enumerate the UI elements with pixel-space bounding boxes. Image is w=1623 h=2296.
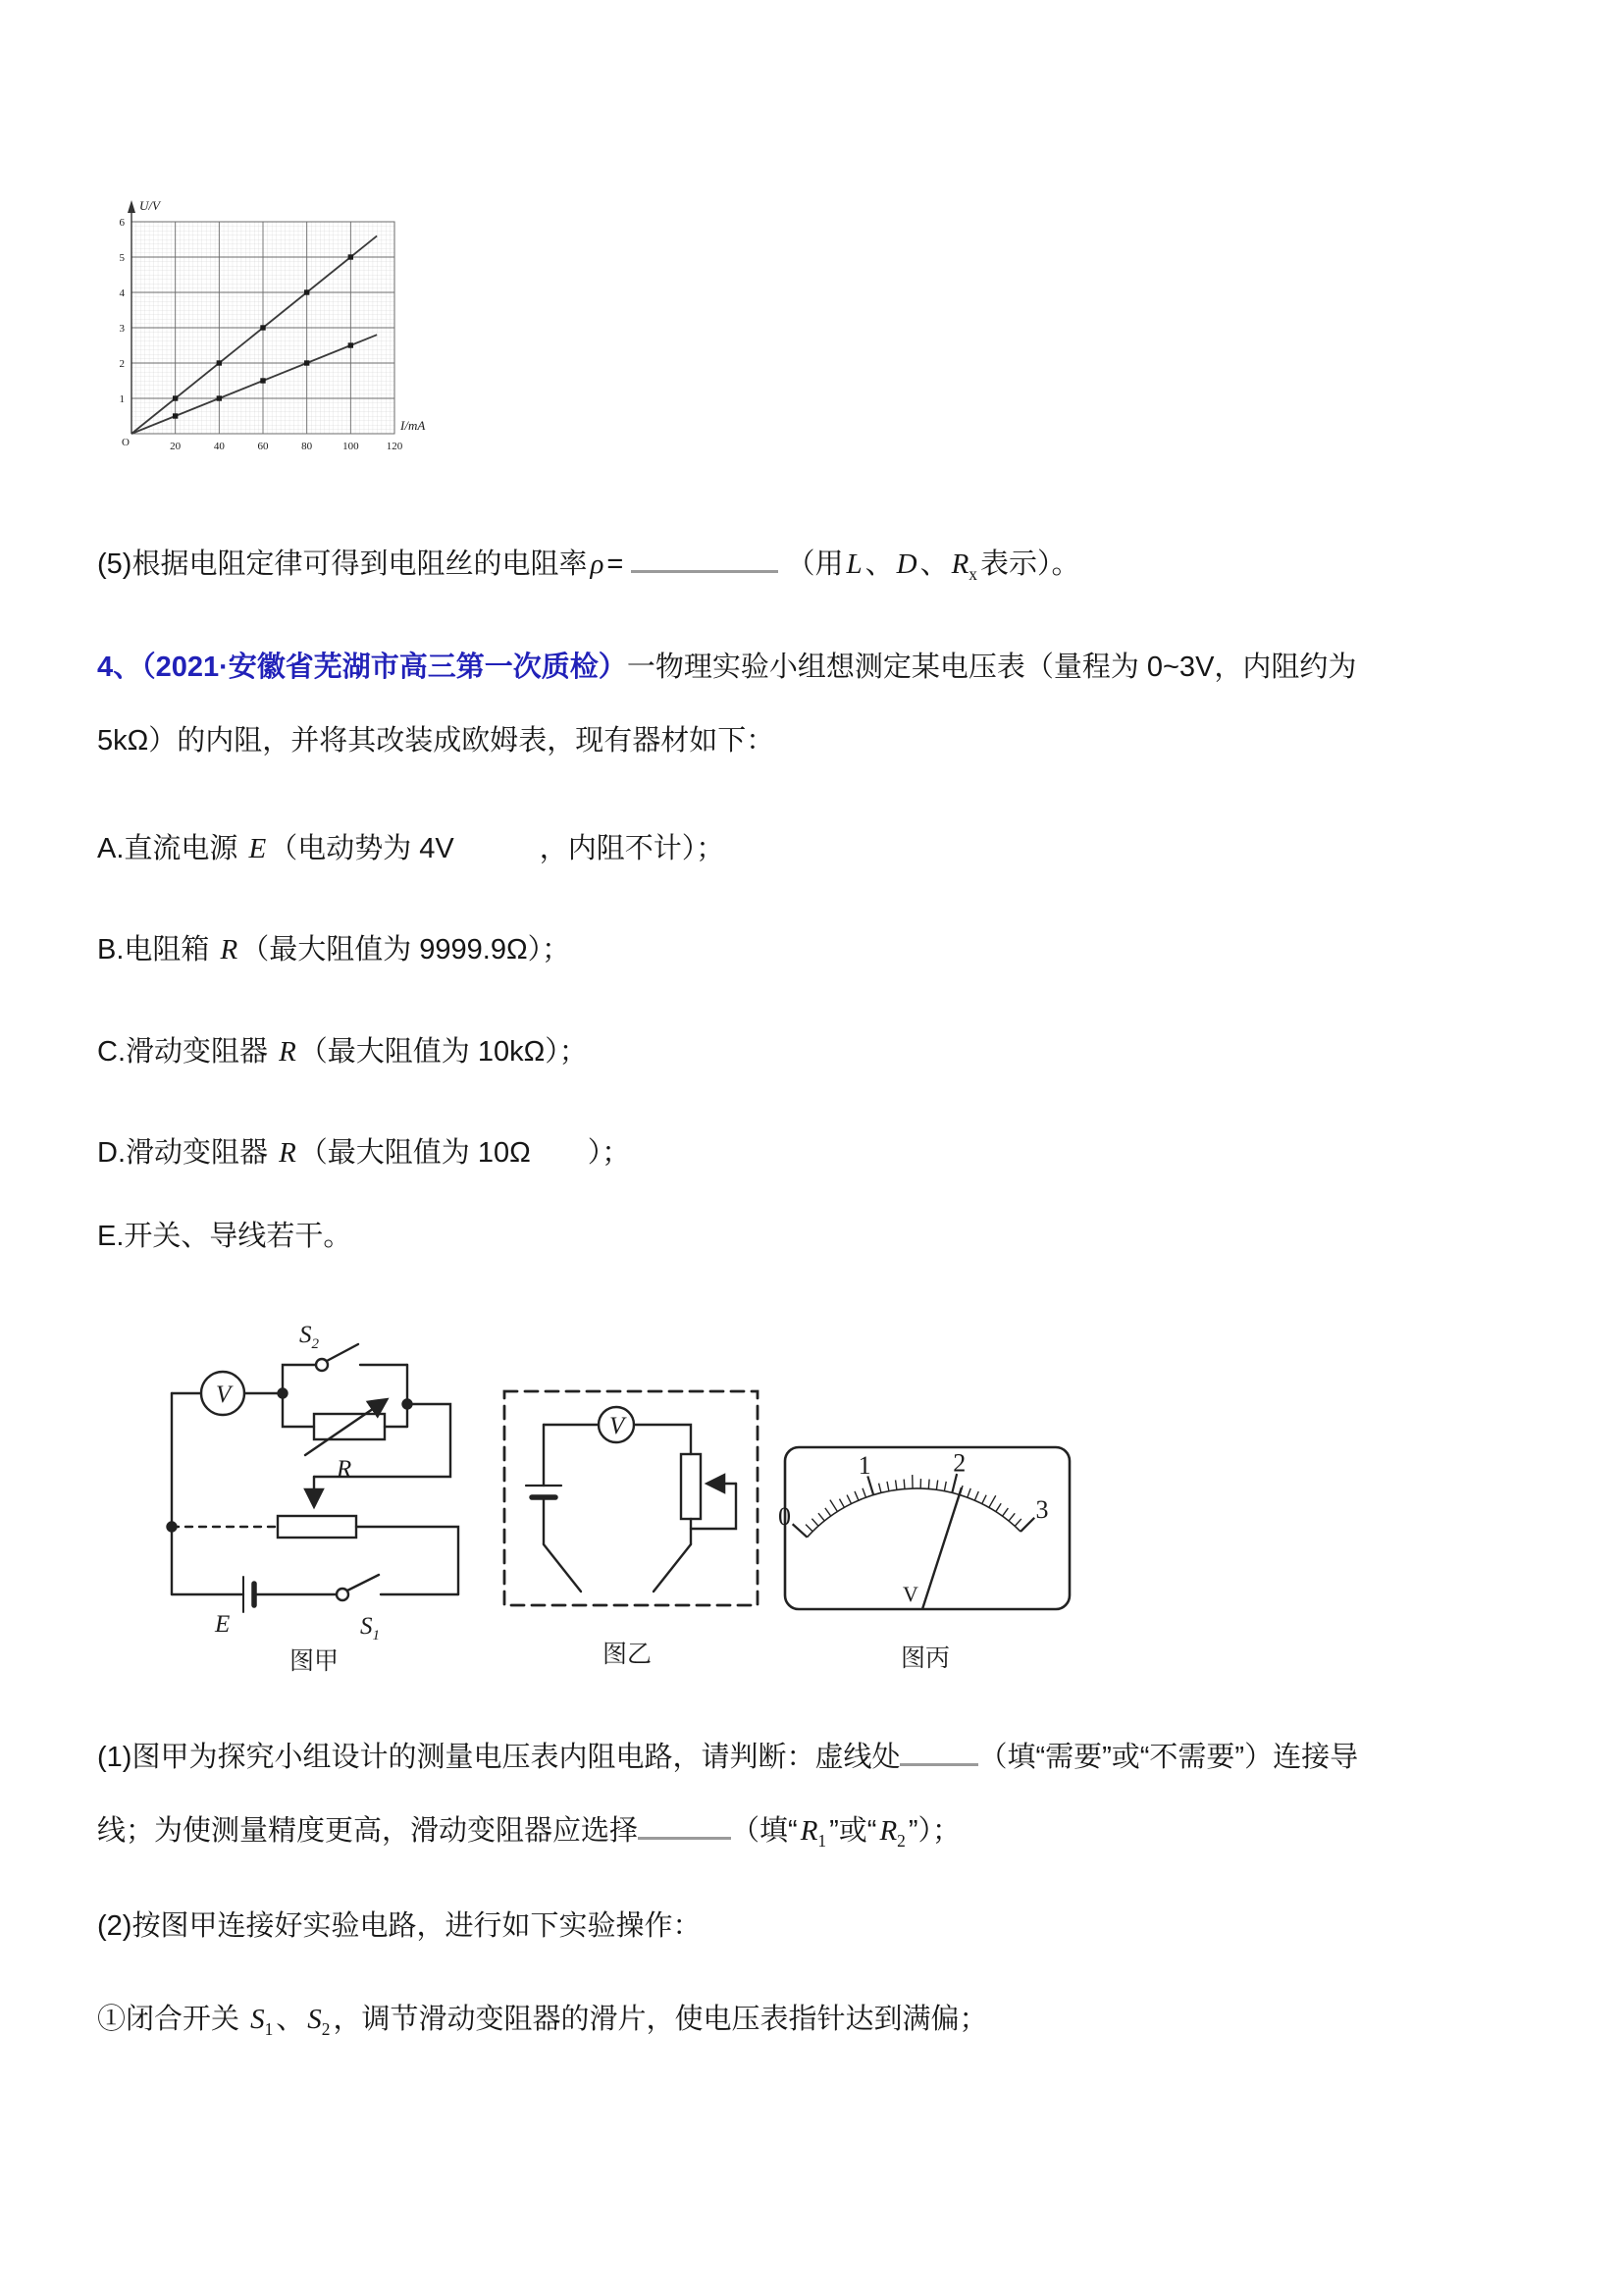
meter-frame (785, 1447, 1070, 1609)
rheostat-r-icon (314, 1414, 385, 1439)
q5-paren-open: （用 (786, 548, 844, 580)
meter-needle-icon (922, 1487, 962, 1609)
symbol-E: E (248, 833, 267, 864)
q1-text-a: (1)图甲为探究小组设计的测量电压表内阻电路，请判断：虚线处 (97, 1742, 901, 1773)
svg-text:3: 3 (119, 323, 125, 335)
circuit-labels (214, 1322, 380, 1675)
q4-intro2: 5kΩ）的内阻，并将其改装成欧姆表，现有器材如下： (97, 725, 775, 757)
origin-label: O (122, 437, 130, 448)
svg-text:20: 20 (170, 441, 182, 452)
circuit-labels (602, 1413, 652, 1668)
step1-text-b: ，调节滑动变阻器的滑片，使电压表指针达到满偏； (333, 2004, 988, 2035)
list-item (97, 1032, 588, 1071)
question-4-heading-line2 (97, 721, 774, 760)
rho-symbol: ρ (590, 548, 604, 580)
equals-sign: = (606, 548, 624, 580)
q1-text-d: （填“ (731, 1815, 798, 1847)
junction-dot (403, 1400, 412, 1409)
list-item (97, 1133, 630, 1173)
answer-blank-rho (631, 542, 778, 573)
svg-text:1: 1 (119, 393, 125, 405)
s1-label: S (360, 1613, 373, 1640)
question-5-line (97, 542, 1080, 594)
meter-ticks (793, 1474, 1035, 1538)
item-b-text: B.电阻箱 (97, 934, 218, 965)
symbol-S1: $S_1$ (250, 2004, 274, 2039)
junction-dot (168, 1523, 177, 1532)
svg-text:5: 5 (119, 252, 125, 264)
symbol-D: D (896, 548, 917, 580)
rheostat-icon (681, 1454, 701, 1519)
meter-text (901, 1582, 950, 1672)
junction-dot (279, 1389, 288, 1398)
svg-text:0: 0 (777, 1501, 791, 1531)
e-label: E (215, 1611, 231, 1638)
symbol-L: L (846, 548, 863, 580)
question-1-line2 (97, 1808, 961, 1860)
list-item (97, 1217, 351, 1256)
q4-intro: 一物理实验小组想测定某电压表（量程为 0~3V，内阻约为 (626, 652, 1357, 683)
symbol-R2: $R_2$ (879, 1815, 906, 1851)
question-2-line (97, 1906, 701, 1946)
svg-text:2: 2 (119, 358, 125, 370)
circuit-diagram-jia (93, 1288, 481, 1681)
q1-text-f: ”）； (908, 1815, 962, 1847)
q4-source-tag: 4、（2021·安徽省芜湖市高三第一次质检） (97, 652, 627, 683)
svg-text:80: 80 (301, 441, 313, 452)
symbol-R-rheostat1: R (279, 1036, 296, 1068)
q5-suffix: 表示）。 (980, 548, 1080, 580)
symbol-Rx: $R_x$ (951, 548, 977, 584)
item-e-text: E.开关、导线若干。 (97, 1221, 352, 1252)
circuit-wires (504, 1391, 758, 1605)
q5-text: (5)根据电阻定律可得到电阻丝的电阻率 (97, 548, 588, 580)
q1-text-b: （填“需要”或“不需要”）连接导 (978, 1742, 1359, 1773)
answer-blank-dashed (900, 1735, 978, 1766)
question-1-line1 (97, 1735, 1358, 1777)
svg-text:2: 2 (953, 1448, 967, 1478)
q2-text: (2)按图甲连接好实验电路，进行如下实验操作： (97, 1910, 702, 1942)
y-axis-label: U/V (139, 198, 160, 213)
svg-text:S2: S2 (299, 1322, 319, 1352)
figure-jia-caption: 图甲 (289, 1647, 340, 1675)
q1-text-e: ”或“ (829, 1815, 877, 1847)
rheostat-arrow-icon (305, 1400, 386, 1455)
step1-dun: 、 (276, 2004, 305, 2035)
svg-text:60: 60 (257, 441, 269, 452)
y-axis-arrow (128, 200, 135, 213)
circuit-diagram-yi (483, 1334, 807, 1688)
item-d-spec: （最大阻值为 10Ω ）； (298, 1137, 631, 1169)
current-voltage-graph (94, 192, 428, 487)
item-c-spec: （最大阻值为 10kΩ）； (298, 1036, 588, 1068)
svg-text:6: 6 (119, 217, 125, 229)
list-item (97, 930, 570, 969)
s2-label: S (299, 1322, 312, 1348)
x-axis-label: I/mA (400, 418, 426, 433)
voltmeter-face-bing (775, 1393, 1099, 1688)
step1-text-a: ①闭合开关 (97, 2004, 248, 2035)
symbol-R-rheostat2: R (279, 1137, 296, 1169)
q1-text-c: 线；为使测量精度更高，滑动变阻器应选择 (97, 1815, 639, 1847)
svg-text:1: 1 (858, 1450, 871, 1480)
meter-scale-labels (778, 1448, 1048, 1531)
item-a-spec: （电动势为 4V ，内阻不计）； (269, 833, 725, 864)
q5-dun1: 、 (864, 548, 894, 580)
circuit-wires (168, 1344, 459, 1612)
list-item (97, 829, 724, 868)
figure-yi-caption: 图乙 (602, 1641, 653, 1668)
q5-dun2: 、 (919, 548, 949, 580)
svg-text:3: 3 (1035, 1495, 1049, 1525)
r-label: R (337, 1456, 352, 1483)
meter-body (785, 1447, 1070, 1609)
step-1-line (97, 2000, 988, 2049)
svg-text:120: 120 (386, 441, 403, 452)
item-c-text: C.滑动变阻器 (97, 1036, 277, 1068)
voltmeter-label: V (216, 1382, 232, 1408)
svg-text:S1: S1 (360, 1613, 380, 1644)
symbol-S2: $S_2$ (307, 2004, 331, 2039)
item-d-text: D.滑动变阻器 (97, 1137, 277, 1169)
item-a-text: A.直流电源 (97, 833, 246, 864)
meter-scale-arc (808, 1488, 1021, 1538)
symbol-R-box: R (220, 934, 238, 965)
voltmeter-label: V (609, 1413, 625, 1439)
question-4-heading (97, 648, 1356, 687)
svg-text:100: 100 (342, 441, 359, 452)
answer-blank-rheostat (638, 1808, 731, 1840)
svg-text:40: 40 (213, 441, 225, 452)
item-b-spec: （最大阻值为 9999.9Ω）； (240, 934, 571, 965)
figure-bing-caption: 图丙 (901, 1644, 951, 1672)
potentiometer-icon (278, 1516, 356, 1538)
svg-text:4: 4 (119, 287, 125, 299)
symbol-R1: $R_1$ (800, 1815, 827, 1851)
meter-unit-label: V (903, 1582, 918, 1606)
